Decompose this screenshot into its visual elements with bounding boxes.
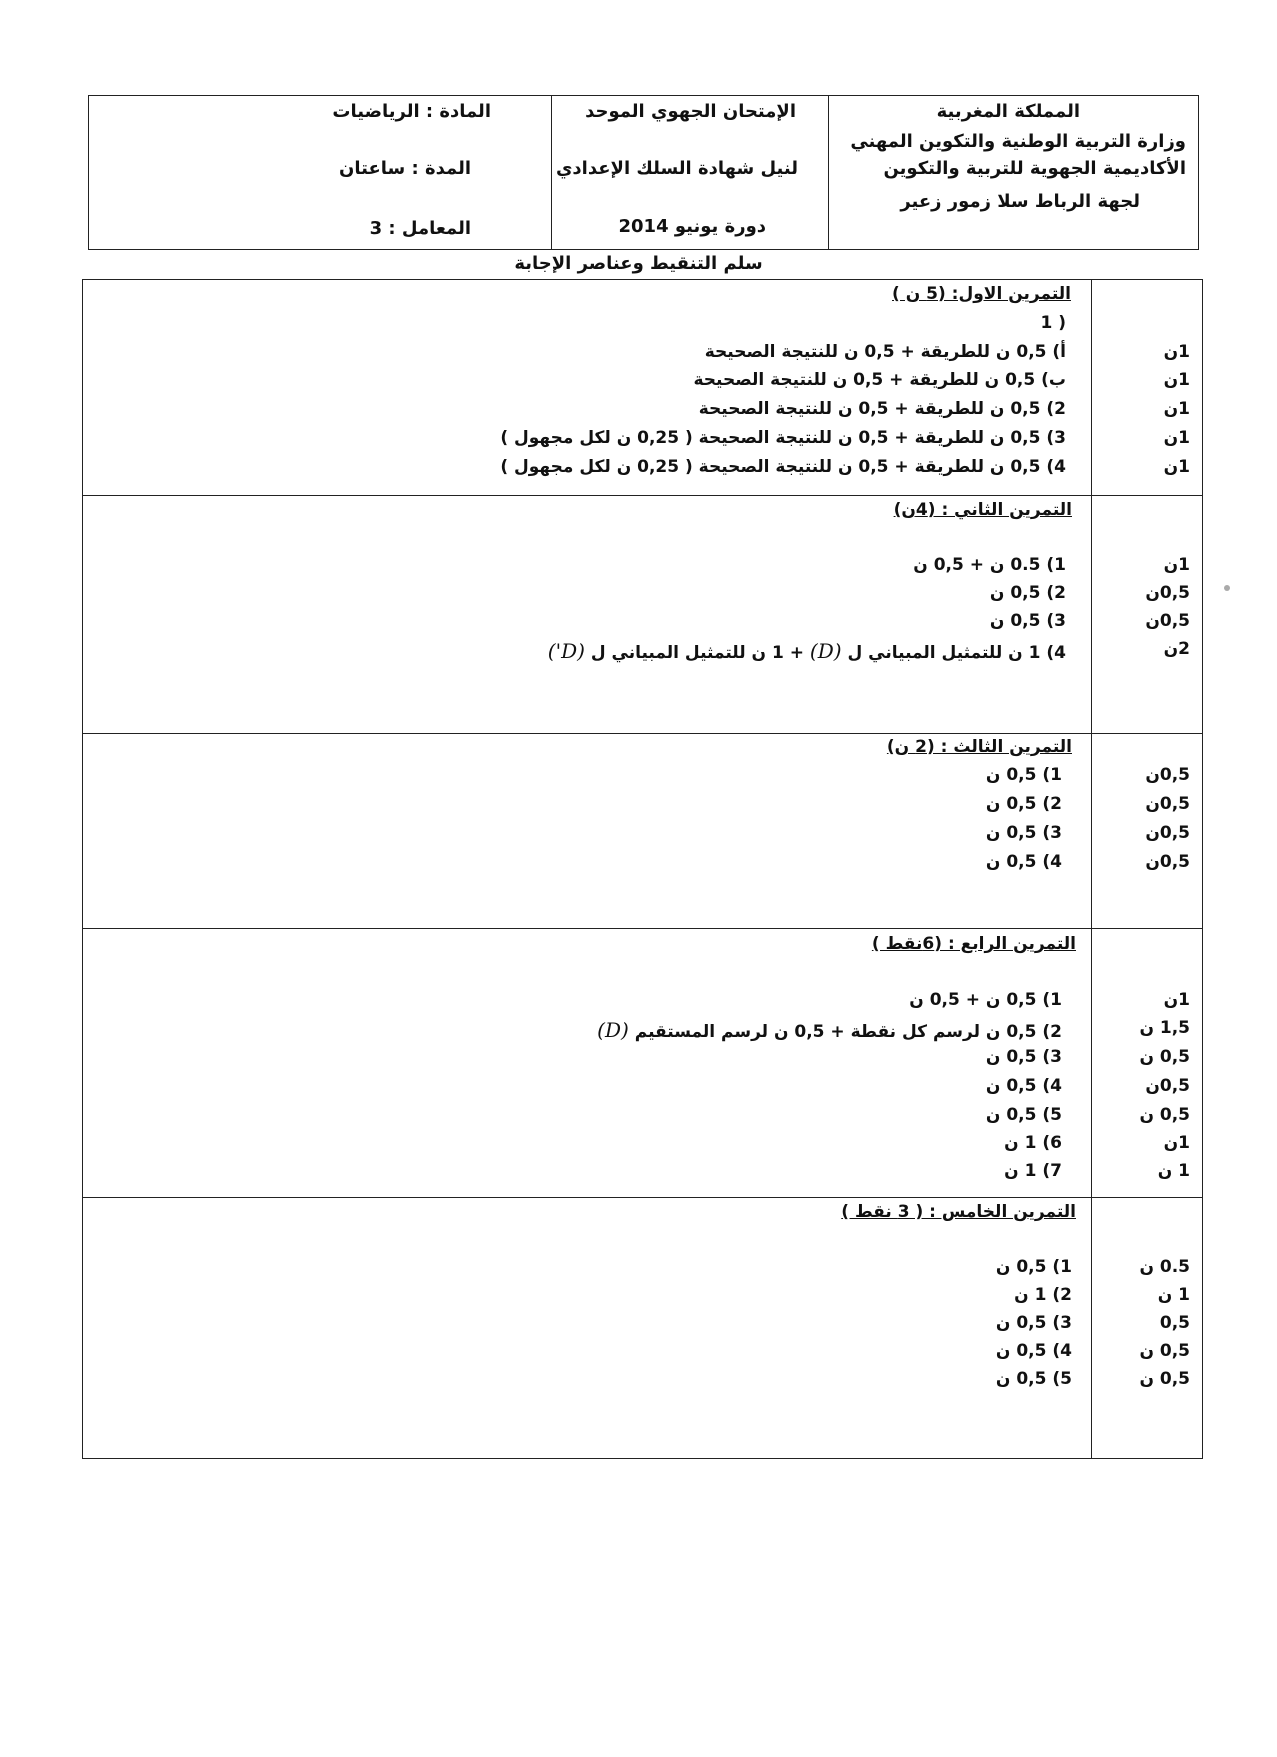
score-column-divider	[1091, 280, 1092, 1458]
ex5-score: 0,5 ن	[1139, 1369, 1190, 1389]
ex4-score: 0,5 ن	[1139, 1105, 1190, 1125]
ex2-score: 0,5ن	[1145, 611, 1190, 631]
exercise-2-title: التمرين الثاني : (4ن)	[893, 500, 1072, 520]
ex4-line: 6) 1 ن	[1004, 1133, 1062, 1153]
exam-title: الإمتحان الجهوي الموحد	[585, 101, 796, 122]
ex1-line: 3) 0,5 ن للطريقة + 0,5 ن للنتيجة الصحيحة ( 0,25 ن لكل مجهول )	[500, 428, 1066, 448]
ex5-line: 4) 0,5 ن	[995, 1341, 1072, 1361]
ex5-line: 2) 1 ن	[1014, 1285, 1072, 1305]
ex2-line4-part-a: 4) 1 ن للتمثيل المبياني ل	[847, 643, 1066, 663]
ex4-score: 1,5 ن	[1139, 1018, 1190, 1038]
ex3-line: 4) 0,5 ن	[985, 852, 1062, 872]
ex2-line-4	[548, 639, 1066, 663]
ex5-score: 0,5	[1159, 1313, 1190, 1333]
ex2-line: 2) 0,5 ن	[989, 583, 1066, 603]
row-divider	[83, 733, 1202, 734]
ex1-score: 1ن	[1163, 457, 1190, 477]
ex1-line: ( 1	[1040, 313, 1066, 333]
header-institution	[828, 96, 1198, 249]
exercise-4-title: التمرين الرابع : (6نقط )	[871, 934, 1076, 954]
ex4-line: 1) 0,5 ن + 0,5 ن	[909, 990, 1062, 1010]
academy-name: الأكاديمية الجهوية للتربية والتكوين	[883, 158, 1186, 179]
certificate-name: لنيل شهادة السلك الإعدادي	[555, 158, 798, 179]
ex5-score: 1 ن	[1157, 1285, 1190, 1305]
region-name: لجهة الرباط سلا زمور زعير	[900, 191, 1140, 212]
row-divider	[83, 1197, 1202, 1198]
ex1-score: 1ن	[1163, 399, 1190, 419]
ex4-line: 3) 0,5 ن	[985, 1047, 1062, 1067]
ex5-line: 1) 0,5 ن	[995, 1257, 1072, 1277]
ex2-score: 2ن	[1163, 639, 1190, 659]
ex2-score: 1ن	[1163, 555, 1190, 575]
ex1-line: 4) 0,5 ن للطريقة + 0,5 ن للنتيجة الصحيحة ( 0,25 ن لكل مجهول )	[500, 457, 1066, 477]
document-subtitle: سلم التنقيط وعناصر الإجابة	[514, 253, 763, 274]
ex1-score: 1ن	[1163, 342, 1190, 362]
ex3-score: 0,5ن	[1145, 823, 1190, 843]
exam-session: دورة يونيو 2014	[618, 216, 766, 237]
header-subject-info	[89, 96, 553, 249]
ex3-score: 0,5ن	[1145, 794, 1190, 814]
subject: المادة : الرياضيات	[332, 101, 491, 122]
ex4-score: 1ن	[1163, 1133, 1190, 1153]
ministry-name: وزارة التربية الوطنية والتكوين المهني	[850, 131, 1186, 152]
ex3-score: 0,5ن	[1145, 765, 1190, 785]
exam-header	[88, 95, 1199, 250]
ex5-line: 5) 0,5 ن	[995, 1369, 1072, 1389]
math-D-prime: (D')	[547, 639, 585, 663]
ex4-line2-text: 2) 0,5 ن لرسم كل نقطة + 0,5 ن لرسم المستقيم	[634, 1022, 1062, 1042]
exercise-3-title: التمرين الثالث : (2 ن)	[886, 737, 1072, 757]
duration: المدة : ساعتان	[339, 158, 471, 179]
ex4-score: 0,5ن	[1145, 1076, 1190, 1096]
row-divider	[83, 495, 1202, 496]
ex2-score: 0,5ن	[1145, 583, 1190, 603]
kingdom-name: المملكة المغربية	[936, 101, 1080, 122]
ex4-line-2	[597, 1018, 1062, 1042]
ex3-score: 0,5ن	[1145, 852, 1190, 872]
ex5-score: 0.5 ن	[1139, 1257, 1190, 1277]
ex1-score: 1ن	[1163, 370, 1190, 390]
ex3-line: 3) 0,5 ن	[985, 823, 1062, 843]
ex4-score: 1 ن	[1157, 1161, 1190, 1181]
ex4-line: 5) 0,5 ن	[985, 1105, 1062, 1125]
ex4-score: 1ن	[1163, 990, 1190, 1010]
ex1-line: أ) 0,5 ن للطريقة + 0,5 ن للنتيجة الصحيحة	[704, 342, 1066, 362]
scan-speck	[1224, 585, 1230, 591]
header-exam-info	[551, 96, 828, 249]
ex2-line4-part-b: + 1 ن للتمثيل المبياني ل	[590, 643, 804, 663]
coefficient: المعامل : 3	[369, 218, 471, 239]
ex4-score: 0,5 ن	[1139, 1047, 1190, 1067]
exercise-5-title: التمرين الخامس : ( 3 نقط )	[841, 1202, 1076, 1222]
ex2-line: 3) 0,5 ن	[989, 611, 1066, 631]
ex4-line: 4) 0,5 ن	[985, 1076, 1062, 1096]
row-divider	[83, 928, 1202, 929]
grading-table	[82, 279, 1203, 1459]
ex1-score: 1ن	[1163, 428, 1190, 448]
ex2-line: 1) 0.5 ن + 0,5 ن	[913, 555, 1066, 575]
math-D: (D)	[597, 1018, 629, 1042]
math-D: (D)	[809, 639, 842, 663]
ex3-line: 1) 0,5 ن	[985, 765, 1062, 785]
ex1-line: ب) 0,5 ن للطريقة + 0,5 ن للنتيجة الصحيحة	[693, 370, 1066, 390]
ex1-line: 2) 0,5 ن للطريقة + 0,5 ن للنتيجة الصحيحة	[698, 399, 1066, 419]
ex5-score: 0,5 ن	[1139, 1341, 1190, 1361]
ex3-line: 2) 0,5 ن	[985, 794, 1062, 814]
ex5-line: 3) 0,5 ن	[995, 1313, 1072, 1333]
ex4-line: 7) 1 ن	[1004, 1161, 1062, 1181]
exercise-1-title: التمرين الاول: (5 ن )	[892, 284, 1071, 304]
